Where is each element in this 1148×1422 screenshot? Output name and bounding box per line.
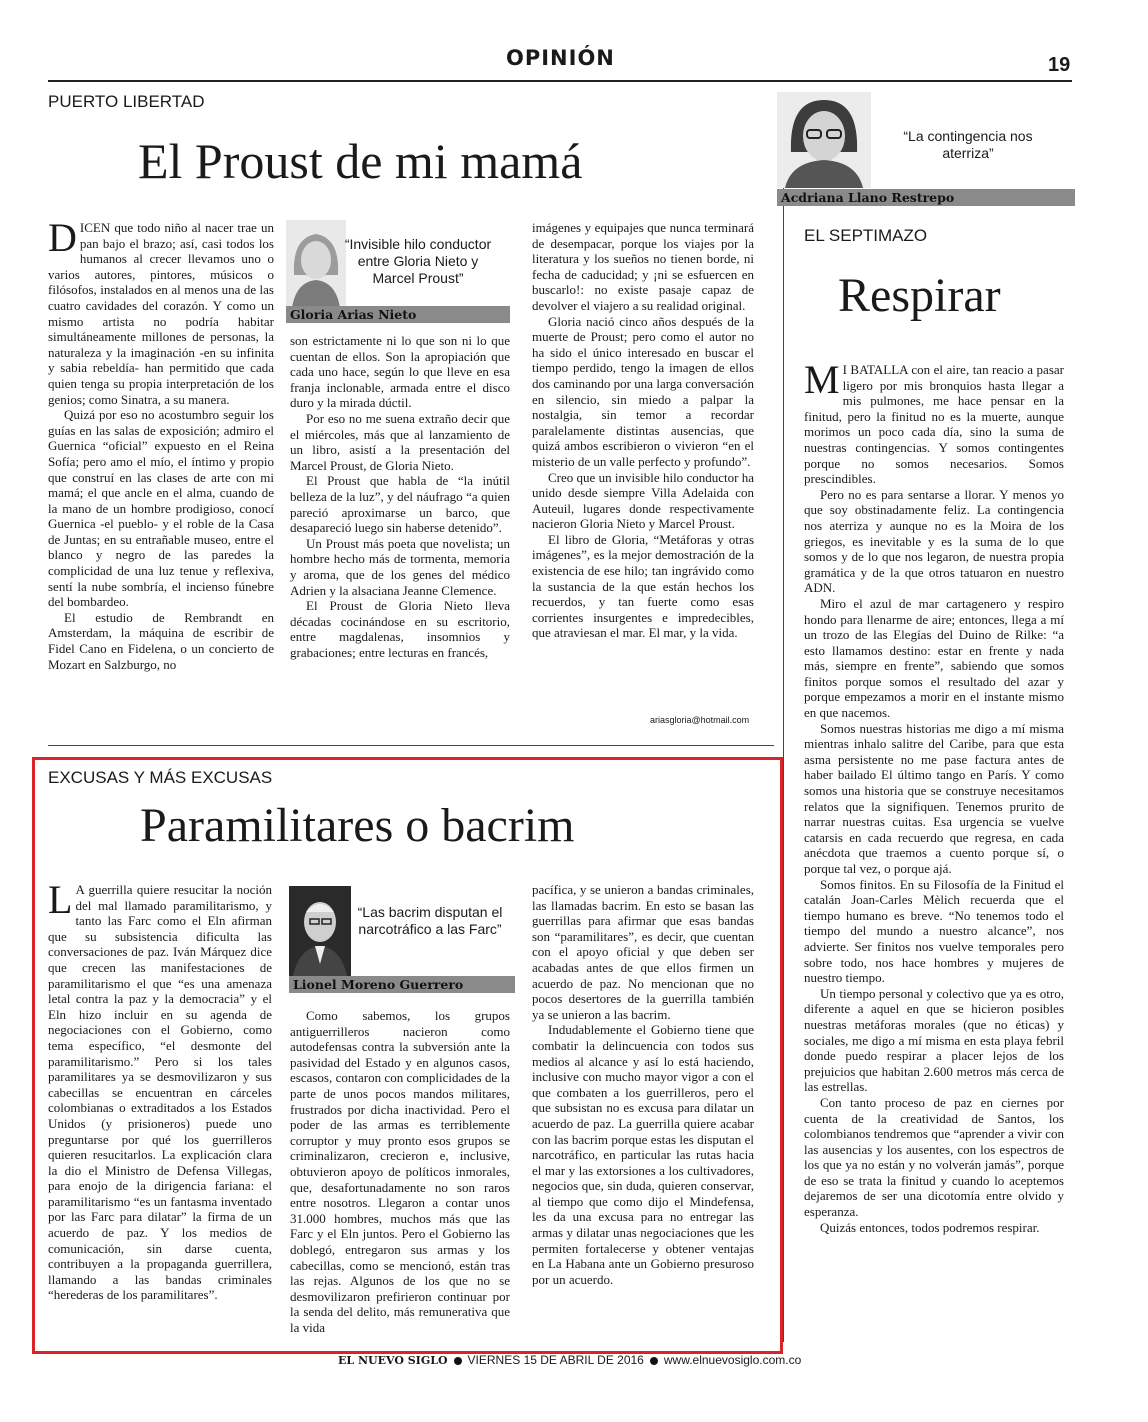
article2-p8: Quizás entonces, todos podremos respirar.: [820, 1219, 1040, 1235]
pull-quote: “La contingencia nos aterriza”: [903, 128, 1033, 161]
article2-p4: Somos nuestras historias me digo a mí misma mientras inhalo salitre del Caribe, para que esta asma persistente no me pase factura antes de haber bailado El último tango en París. Y como somos una historia que se construye necesitamos relatos que la signifiquen. Tenemos prurito de narrar nuestras cuitas. Esa urgencia se vuelve catarsis en cada recuerdo que regresa, en cada anécdota que traemos a cuento porque sí, o porque tal vez, o porque ajá.: [804, 720, 1064, 876]
article3-kicker: EXCUSAS Y MÁS EXCUSAS: [48, 768, 273, 787]
article2-p7: Con tanto proceso de paz en ciernes por cuenta de la creatividad de Santos, los colombianos tendremos que “aprender a vivir con las ausencias y los ausentes, con los espectros de los que ya no están y no volverán jamás”, porque de eso se trata la finitud y cuando lo aceptemos dejaremos de ser una dicotomía entre olvido y esperanza.: [804, 1094, 1064, 1220]
author-photo: [777, 92, 871, 188]
column-divider: [783, 96, 784, 1342]
article2-p2: Pero no es para sentarse a llorar. Y menos yo que soy obstinadamente feliz. La contingencia nos aterriza y aunque no es la Moira de los griegos, es inevitable y es la suma de lo que somos y de lo que nos legaron, de nuestra propia gramática y de la que otros tatuaron en nuestro ADN.: [804, 486, 1064, 596]
site-url[interactable]: www.elnuevosiglo.com.co: [663, 1353, 802, 1367]
article2-col: [804, 357, 1064, 1235]
masthead-logo: EL NUEVO SIGLO: [338, 1354, 448, 1367]
article3-headline: Paramilitares o bacrim: [140, 799, 575, 852]
article1-kicker: PUERTO LIBERTAD: [48, 92, 205, 111]
author-email: ariasgloria@hotmail.com: [650, 715, 750, 725]
article1-col1: [48, 215, 274, 672]
article1-headline: El Proust de mi mamá: [138, 133, 583, 189]
article2-p5: Somos finitos. En su Filosofía de la Finitud el catalán Joan-Carles Mèlich recuerda que el tiempo humano es breve. “No tenemos todo el tiempo del mundo a nuestro alcance”, nos advierte. Ser finitos nos vuelve temporales pero sobre todo, nos hace hombres y mujeres de nuestro tiempo.: [804, 876, 1064, 986]
article2-headline: Respirar: [838, 269, 1001, 322]
dropcap: D: [48, 215, 77, 260]
article3-col3-p1: pacífica, y se unieron a bandas criminales, las llamadas bacrim. En esto se basan las guerrillas para afirmar que esas bandas son “paramilitares”, es decir, que cuentan con el apoyo oficial y que deben ser acabadas antes de que ellos firmen un acuerdo de paz. No mencionan que no pocos desertores de la guerrilla también ya se unieron a las bacrim.: [532, 882, 754, 1022]
page-number: 19: [1048, 54, 1071, 76]
issue-date: VIERNES 15 DE ABRIL DE 2016: [467, 1353, 644, 1367]
article3-col3-p2: Indudablemente el Gobierno tiene que combatir la delincuencia con todos sus medios al alcance y así lo está haciendo, inclusive con mucho mayor vigor a con el que combaten a los guerrilleros, pero el que subsistan no es excusa para dilatar un acuerdo de paz. La guerrilla quiere acabar con las bacrim porque estas les disputan el narcotráfico, en particular las rutas hacia el mar y las extorsiones a los cultivadores, negocios que, sin duda, quieren conservar, al tiempo que como dijo el Mindefensa, les da una excusa para no entregar las armas y dilatar unas negociaciones que les permiten fortalecerse y obtener ventajas en La Habana ante un Gobierno presuroso por un acuerdo.: [532, 1022, 754, 1287]
author-byline: Acdriana Llano Restrepo: [777, 189, 1075, 206]
article1-col3: [532, 220, 754, 641]
pull-quote: “Las bacrim disputan el narcotráfico a las Farc”: [357, 904, 503, 937]
author-byline: Gloria Arias Nieto: [286, 306, 510, 323]
author-byline: Lionel Moreno Guerrero: [289, 976, 515, 993]
pull-quote: “Invisible hilo conductor entre Gloria Nieto y Marcel Proust”: [344, 236, 492, 286]
article3-col3: [532, 882, 754, 1287]
header-rule: [48, 80, 1072, 82]
author-photo: [289, 886, 351, 976]
article1-col2-p4: Un Proust más poeta que novelista; un hombre hecho más de tormenta, memoria y aroma, que de los genes del médico Adrien y la alsaciana Jeanne Clemence.: [290, 535, 510, 598]
article1-col2-p2: Por eso no me suena extraño decir que el miércoles, más que al lanzamiento de un libro, asistí a la presentación del Marcel Proust, de Gloria Nieto.: [290, 410, 510, 473]
article1-col3-p3: Creo que un invisible hilo conductor ha unido desde siempre Villa Adelaida con Auteuil, lugares donde respectivamente nacieron Gloria Nieto y Marcel Proust.: [532, 469, 754, 532]
article1-col1-p1: DICEN que todo niño al nacer trae un pan bajo el brazo; así, casi todos los humanos al crecer llevamos uno o varios autores, pintores, músicos o filósofos, instalados en al menos una de las cuatro cavidades del corazón. Y como un mismo artista no podría habitar simultáneamente millones de personas, la naturaleza y la imaginación -en su infinita y sabia rebeldía- han permitido que cada quien tenga su propia interpretación de los genios; como Sinatra, a su manera.: [48, 215, 274, 407]
article1-col2-p3: El Proust que habla de “la inútil belleza de la luz”, y del náufrago “a quien pareció aproximarse un barco, que desapareció luego sin haberse detenido”.: [290, 473, 510, 536]
dropcap: M: [804, 357, 840, 402]
article3-col2-p1: Como sabemos, los grupos antiguerrilleros nacieron como autodefensas contra la subversión ante la pasividad del Estado y en algunos casos, escasos, contaron con complicidades de la parte de unos pocos mandos militares, frustrados por dicha inactividad. Pero el poder de las armas es terriblemente corruptor y muy pronto esos grupos se criminalizaron, crecieron e, inclusive, obtuvieron apoyo de políticos inmorales, que, desafortunadamente no son raros entre nosotros. Llegaron a contar unos 31.000 hombres, muchos más que las Farc y el Eln juntos. Pero el Gobierno las doblegó, entregaron sus armas y los cabecillas, como se mencionó, están tras las rejas. Algunos de los que no se desmovilizaron prefirieron continuar por la senda del delito, más remunerativa que la vida: [290, 1008, 510, 1335]
article3-col1: [48, 877, 272, 1303]
article1-col3-p2: Gloria nació cinco años después de la muerte de Proust; pero como el autor no ha sido el único interesado en buscar el tiempo perdido, tengo la imagen de ellos dos caminando por una larga conversación en silencio, sin miedo a palpar la nostalgia, sin temor a recordar paralelamente distintas ausencias, que quizá ambos escribieron o vivieron “en el misterio de un valle perfecto y profundo”.: [532, 313, 754, 469]
dropcap: L: [48, 877, 73, 922]
article1-col2-p1: son estrictamente ni lo que son ni lo que cuentan de ellos. Son la apropiación que cada uno hace, según lo que lleve en esa franja inclonable, armada entre el disco duro y la mirada dúctil.: [290, 333, 510, 411]
bullet-icon: [454, 1357, 462, 1365]
bullet-icon: [650, 1357, 658, 1365]
article1-col1-p2: Quizá por eso no acostumbro seguir los guías en las salas de exposición; admiro el Guernica “oficial” expuesto en el Reina Sofía; pero amo el mío, el íntimo y propio que construí en las clases de arte con mi mamá; el que ancle en el alma, cuando de la mano de un hombre prodigioso, conocí Guernica -el pueblo- y el roble de la Casa de Juntas; en su entrañable museo, entre el blanco y negro de las paredes la complicidad de una luz tenue y reflexiva, sentí la nube sombría, el incienso fúnebre del bombardeo.: [48, 407, 274, 610]
section-title: OPINIÓN: [506, 46, 615, 70]
article3-col1-p1: L A guerrilla quiere resucitar la noción del mal llamado paramilitarismo, y tanto las Farc como el Eln afirman que su subsistencia dificulta las conversaciones de paz. Iván Márquez dice que crecen las manifestaciones de paramilitarismo el que “es una amenaza letal contra la paz y la democracia” y el Eln hizo incluir en su agenda de negociaciones con el Gobierno, como tema específico, “el desmonte del paramilitarismo.” Pero si los tales paramilitares ya se desmovilizaron y sus cabecillas se encuentran en cárceles colombianas o extraditados a los Estados Unidos (y prisioneros) puede uno preguntarse por qué los guerrilleros quieren resucitarlos. La explicación clara la dio el Ministro de Defensa Villegas, para enojo de la dirigencia fariana: el paramilitarismo “es un fantasma inventado por las Farc para dilatar” la firma de un acuerdo de paz. Y los medios de comunicación, sin darse cuenta, contribuyen a la propaganda guerrillera, llamando a las bandas criminales “herederas de los paramilitares”.: [48, 877, 272, 1303]
article2-p1: M I BATALLA con el aire, tan reacio a pasar ligero por mis bronquios hasta llegar a mis pulmones, me hace pensar en la finitud, pero la finitud no es la muerte, aunque morimos un poco cada día, sino la suma de nuestras contingencias. Y somos contingentes porque no somos necesarios. Somos prescindibles.: [804, 357, 1064, 487]
article3-col2: [290, 1008, 510, 1335]
article1-col2-p5: El Proust de Gloria Nieto lleva décadas cocinándose en su escritorio, entre magdalenas, insomnios y grabaciones; entre lecturas en francés,: [290, 598, 510, 660]
article2-kicker: EL SEPTIMAZO: [804, 226, 928, 245]
article1-col3-p1: imágenes y equipajes que nunca terminará de desempacar, porque los viajes por la literatura y los sueños no tienen borde, ni fecha de caducidad; y ¡ni se esfuercen en buscarlo!: no existe pasaje capaz de devolver el viajero a su realidad original.: [532, 220, 754, 313]
article1-col2: [290, 333, 510, 660]
article1-col1-p3: El estudio de Rembrandt en Amsterdam, la máquina de escribir de Fidel Cano en Fidelena, o un concierto de Mozart en Salzburgo, no: [48, 609, 274, 672]
article1-col3-p4: El libro de Gloria, “Metáforas y otras imágenes”, es la mejor demostración de la existencia de ese hilo; tan ingrávido como la sustancia de la que están hechos los recuerdos, y tan fuerte como esas corrientes insurgentes e impredecibles, que atraviesan el mar. El mar, y la vida.: [532, 531, 754, 641]
author-photo: [286, 220, 346, 308]
section-divider: [48, 745, 774, 746]
article2-p3: Miro el azul de mar cartagenero y respiro hondo para llenarme de aire; entonces, llega a mí un trozo de las Elegías del Duino de Rilke: “a esto llamamos destino: estar en frente y nada más, siempre en frente”, sabiendo que somos finitos porque somos el resultado del azar y porque empezamos a morir en el instante mismo en que nacemos.: [804, 595, 1064, 721]
article2-p6: Un tiempo personal y colectivo que ya es otro, diferente a aquel en que se hicieron posibles nuestras metáforas morales (que no éticas) y sociales, me digo a mí misma en esta playa febril donde puedo respirar a placer lejos de los prejuicios que habitan 2.600 metros más cerca de las estrellas.: [804, 985, 1064, 1095]
page-footer: [338, 1353, 801, 1367]
